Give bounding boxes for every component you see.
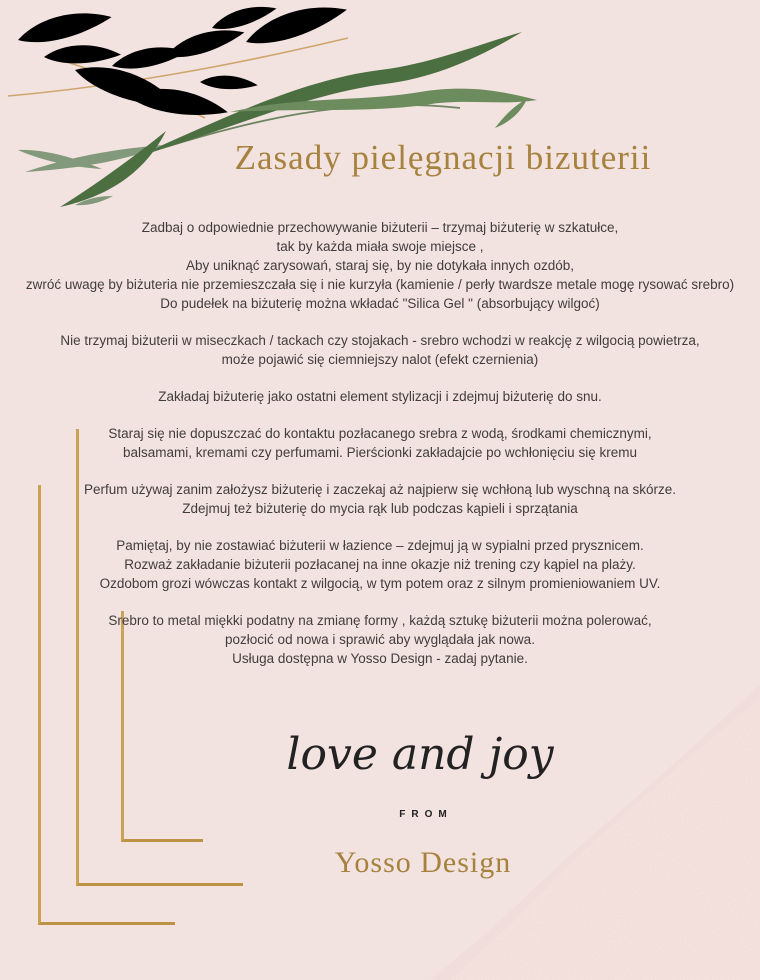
text-line: może pojawić się ciemniejszy nalot (efekt czernienia): [221, 352, 539, 367]
text-line: zwróć uwagę by biżuteria nie przemieszczała się i nie kurzyła (kamienie / perły twardsze metale mogę rysować srebro): [25, 277, 735, 292]
text-line: Do pudełek na biżuterię można wkładać "Silica Gel " (absorbujący wilgoć): [160, 296, 600, 311]
page-title: Zasady pielęgnacji bizuterii: [234, 138, 652, 177]
text-line: Pamiętaj, by nie zostawiać biżuterii w łazience – zdejmuj ją w sypialni przed prysznicem.: [116, 538, 644, 553]
text-line: Ozdobom grozi wówczas kontakt z wilgocią, w tym potem oraz z silnym promieniowaniem UV.: [99, 576, 661, 591]
brand-name: Yosso Design: [334, 846, 512, 879]
text-line: Zdejmuj też biżuterię do mycia rąk lub podczas kąpieli i sprzątania: [182, 501, 578, 516]
text-line: pozłocić od nowa i sprawić aby wyglądała jak nowa.: [225, 632, 535, 647]
text-line: Nie trzymaj biżuterii w miseczkach / tackach czy stojakach - srebro wchodzi w reakcję z wilgocią powietrza,: [60, 333, 700, 348]
text-line: Usługa dostępna w Yosso Design - zadaj pytanie.: [232, 651, 528, 666]
care-instructions: [0, 218, 760, 686]
text-line: Srebro to metal miękki podatny na zmianę formy , każdą sztukę biżuterii można polerować,: [108, 613, 652, 628]
text-line: Perfum używaj zanim założysz biżuterię i zaczekaj aż najpierw się wchłoną lub wyschną na skórze.: [83, 482, 676, 497]
watercolor-leaves-decoration: [0, 0, 560, 230]
paragraph: [0, 387, 760, 406]
from-label: FROM: [399, 809, 453, 820]
text-line: tak by każda miała swoje miejsce ,: [276, 239, 484, 254]
paragraph: [0, 536, 760, 593]
paragraph: [0, 331, 760, 369]
text-line: Staraj się nie dopuszczać do kontaktu pozłacanego srebra z wodą, środkami chemicznymi,: [108, 426, 652, 441]
text-line: Aby uniknąć zarysowań, staraj się, by nie dotykała innych ozdób,: [186, 258, 574, 273]
script-signature: love and joy: [286, 729, 554, 780]
paragraph: [0, 480, 760, 518]
paragraph: [0, 424, 760, 462]
paragraph: [0, 218, 760, 313]
text-line: Zadbaj o odpowiednie przechowywanie biżuterii – trzymaj biżuterię w szkatułce,: [141, 220, 619, 235]
text-line: Rozważ zakładanie biżuterii pozłacanej na inne okazje niż trening czy kąpiel na plaży.: [124, 557, 636, 572]
text-line: Zakładaj biżuterię jako ostatni element stylizacji i zdejmuj biżuterię do snu.: [158, 389, 602, 404]
text-line: balsamami, kremami czy perfumami. Pierścionki zakładajcie po wchłonięciu się kremu: [123, 445, 637, 460]
paragraph: [0, 611, 760, 668]
